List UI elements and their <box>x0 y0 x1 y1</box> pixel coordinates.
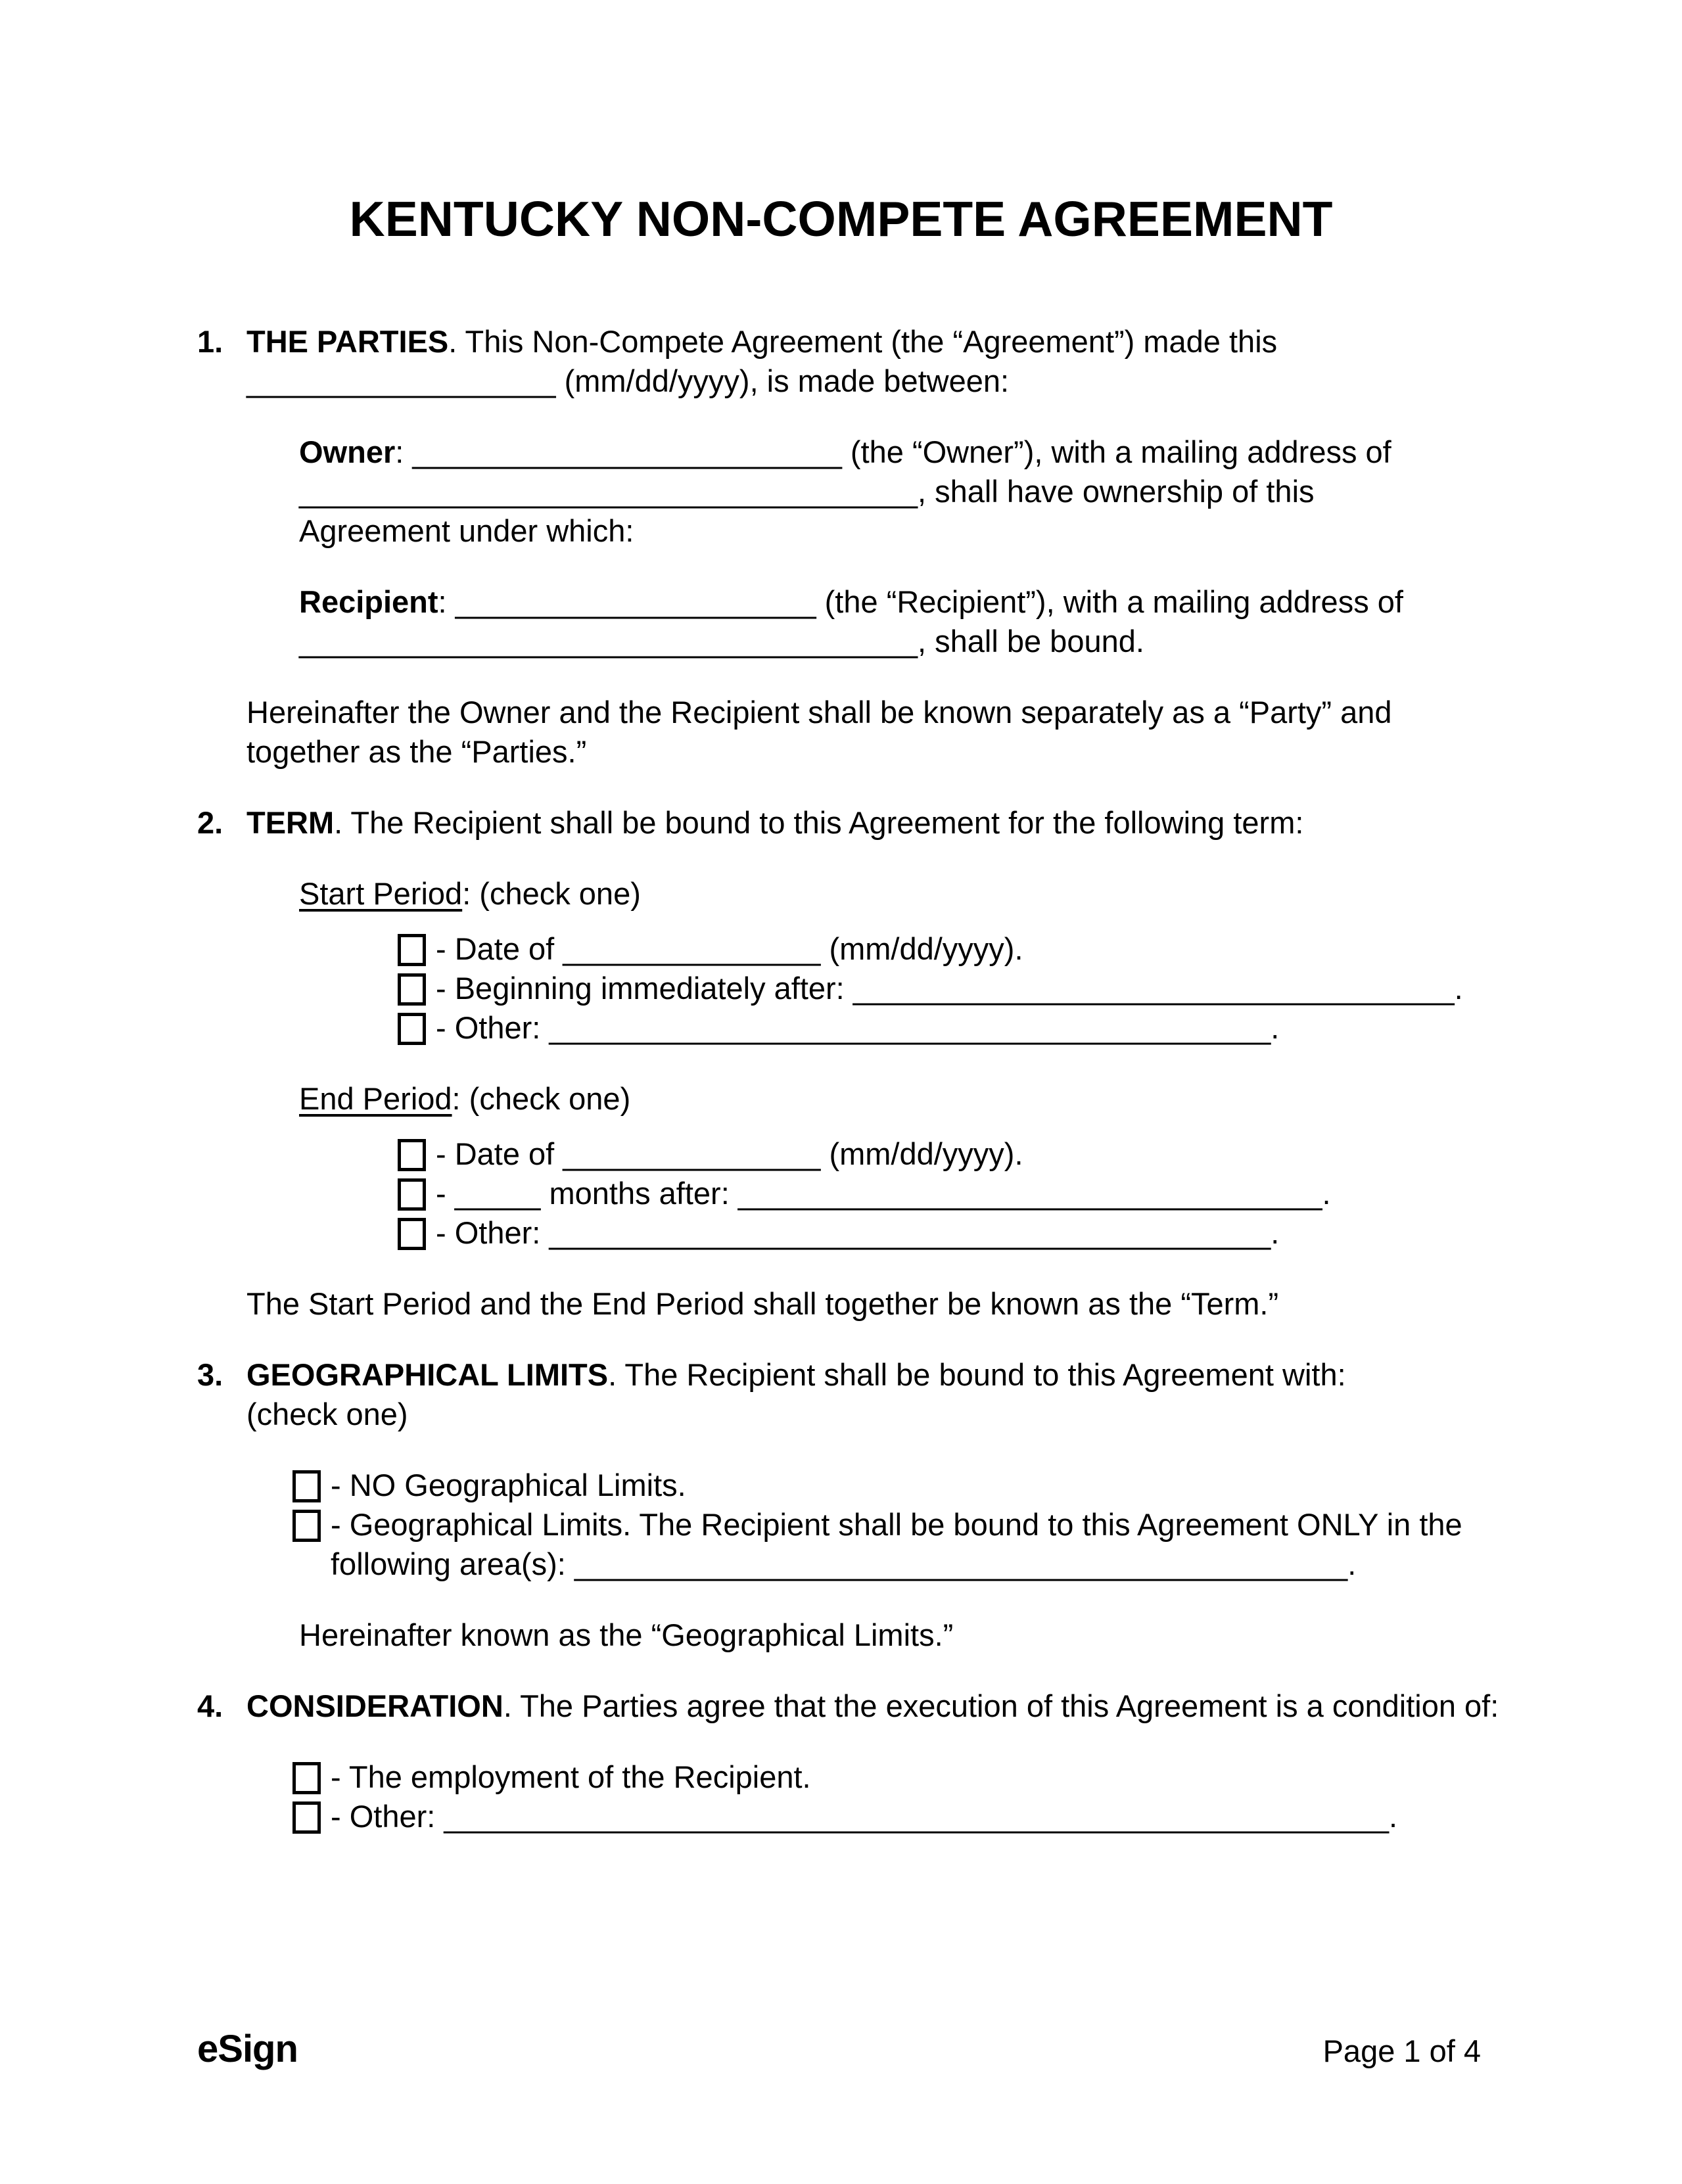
checkbox-row-consideration-other <box>292 1797 1485 1836</box>
checkbox-row-start-other: - Other: __________________________________________. <box>398 1008 1485 1048</box>
checkbox-row-employment: - The employment of the Recipient. <box>292 1757 1485 1797</box>
section-2-number: 2. <box>197 805 223 840</box>
geo-limits-closing-paragraph: Hereinafter known as the “Geographical Limits.” <box>299 1617 954 1652</box>
section-2-text: . The Recipient shall be bound to this Agreement for the following term: <box>334 805 1304 840</box>
section-2-term: TERM <box>246 805 335 840</box>
geo-limits-intro-paragraph <box>246 1355 1485 1434</box>
end-other-checkbox[interactable] <box>398 1218 426 1250</box>
checkbox-row-start-date: - Date of _______________ (mm/dd/yyyy). <box>398 929 1485 969</box>
recipient-term: Recipient <box>299 584 438 619</box>
parties-intro-paragraph <box>246 322 1485 401</box>
section-3-geographical-limits <box>197 1355 1485 1686</box>
section-3-text: . The Recipient shall be bound to this Agreement with: <box>608 1357 1346 1392</box>
geo-limits-options <box>246 1466 1485 1584</box>
section-4-number: 4. <box>197 1688 223 1723</box>
page-number: Page 1 of 4 <box>1322 2033 1481 2068</box>
recipient-address-blank-line: ____________________________________, shall be bound. <box>299 624 1144 659</box>
section-4-term: CONSIDERATION <box>246 1688 503 1723</box>
start-date-checkbox[interactable] <box>398 934 426 966</box>
start-immediately-after-checkbox[interactable] <box>398 973 426 1006</box>
section-3-term: GEOGRAPHICAL LIMITS <box>246 1357 609 1392</box>
start-period-label-text: Start Period <box>299 876 463 911</box>
esign-logo: eSign <box>197 2028 298 2070</box>
no-geo-limits-checkbox[interactable] <box>292 1470 321 1502</box>
consideration-intro-paragraph <box>246 1686 1499 1726</box>
section-1-number: 1. <box>197 324 223 359</box>
section-4-text: . The Parties agree that the execution of this Agreement is a condition of: <box>503 1688 1499 1723</box>
section-4-consideration <box>197 1686 1499 1868</box>
end-period-label: End Period: (check one) <box>299 1081 631 1116</box>
recipient-paragraph <box>299 582 1485 661</box>
section-3-check-one: (check one) <box>246 1397 408 1431</box>
consideration-other-checkbox[interactable] <box>292 1801 321 1834</box>
start-period-label: Start Period: (check one) <box>299 876 641 911</box>
recipient-name-blank-line: : _____________________ (the “Recipient”), with a mailing address of <box>438 584 1403 619</box>
section-2-term <box>197 803 1485 1355</box>
end-date-checkbox[interactable] <box>398 1139 426 1171</box>
checkbox-row-end-months-after: - _____ months after: __________________________________. <box>398 1174 1485 1213</box>
start-period-options <box>246 929 1485 1048</box>
section-3-number: 3. <box>197 1357 223 1392</box>
owner-name-blank-line: : _________________________ (the “Owner”), with a mailing address of <box>395 434 1391 469</box>
term-closing-paragraph: The Start Period and the End Period shall together be known as the “Term.” <box>246 1286 1279 1321</box>
section-1-the-parties <box>197 322 1485 803</box>
consideration-options <box>246 1757 1485 1836</box>
end-period-label-text: End Period <box>299 1081 452 1116</box>
checkbox-row-end-other: - Other: __________________________________________. <box>398 1213 1485 1253</box>
owner-paragraph-line-3: Agreement under which: <box>299 513 634 548</box>
document-title: KENTUCKY NON-COMPETE AGREEMENT <box>349 191 1333 246</box>
agreement-date-blank-line: __________________ (mm/dd/yyyy), is made between: <box>246 363 1010 398</box>
owner-paragraph <box>299 432 1485 551</box>
start-other-checkbox[interactable] <box>398 1013 426 1045</box>
term-intro-paragraph <box>246 803 1485 843</box>
checkbox-row-start-immediately-after: - Beginning immediately after: ___________________________________. <box>398 969 1485 1008</box>
checkbox-row-no-geo-limits: - NO Geographical Limits. <box>292 1466 1485 1505</box>
checkbox-row-geo-limits: - Geographical Limits. The Recipient shall be bound to this Agreement ONLY in the following area(s): _____________________________________________. <box>292 1505 1485 1584</box>
parties-hereinafter-paragraph: Hereinafter the Owner and the Recipient shall be known separately as a “Party” and together as the “Parties.” <box>246 695 1392 769</box>
section-1-term: THE PARTIES <box>246 324 449 359</box>
page-footer <box>197 2030 1481 2071</box>
employment-checkbox[interactable] <box>292 1762 321 1794</box>
checkbox-row-end-date: - Date of _______________ (mm/dd/yyyy). <box>398 1134 1485 1174</box>
owner-address-blank-line: ____________________________________, shall have ownership of this <box>299 474 1315 509</box>
consideration-other-blank-line: - Other: _______________________________________________________. <box>331 1799 1398 1834</box>
section-1-text: . This Non-Compete Agreement (the “Agreement”) made this <box>448 324 1278 359</box>
owner-term: Owner <box>299 434 396 469</box>
geo-limits-checkbox[interactable] <box>292 1510 321 1542</box>
geo-area-blank-line: following area(s): _____________________________________________. <box>331 1546 1357 1581</box>
end-period-options <box>246 1134 1485 1253</box>
end-months-after-checkbox[interactable] <box>398 1178 426 1211</box>
